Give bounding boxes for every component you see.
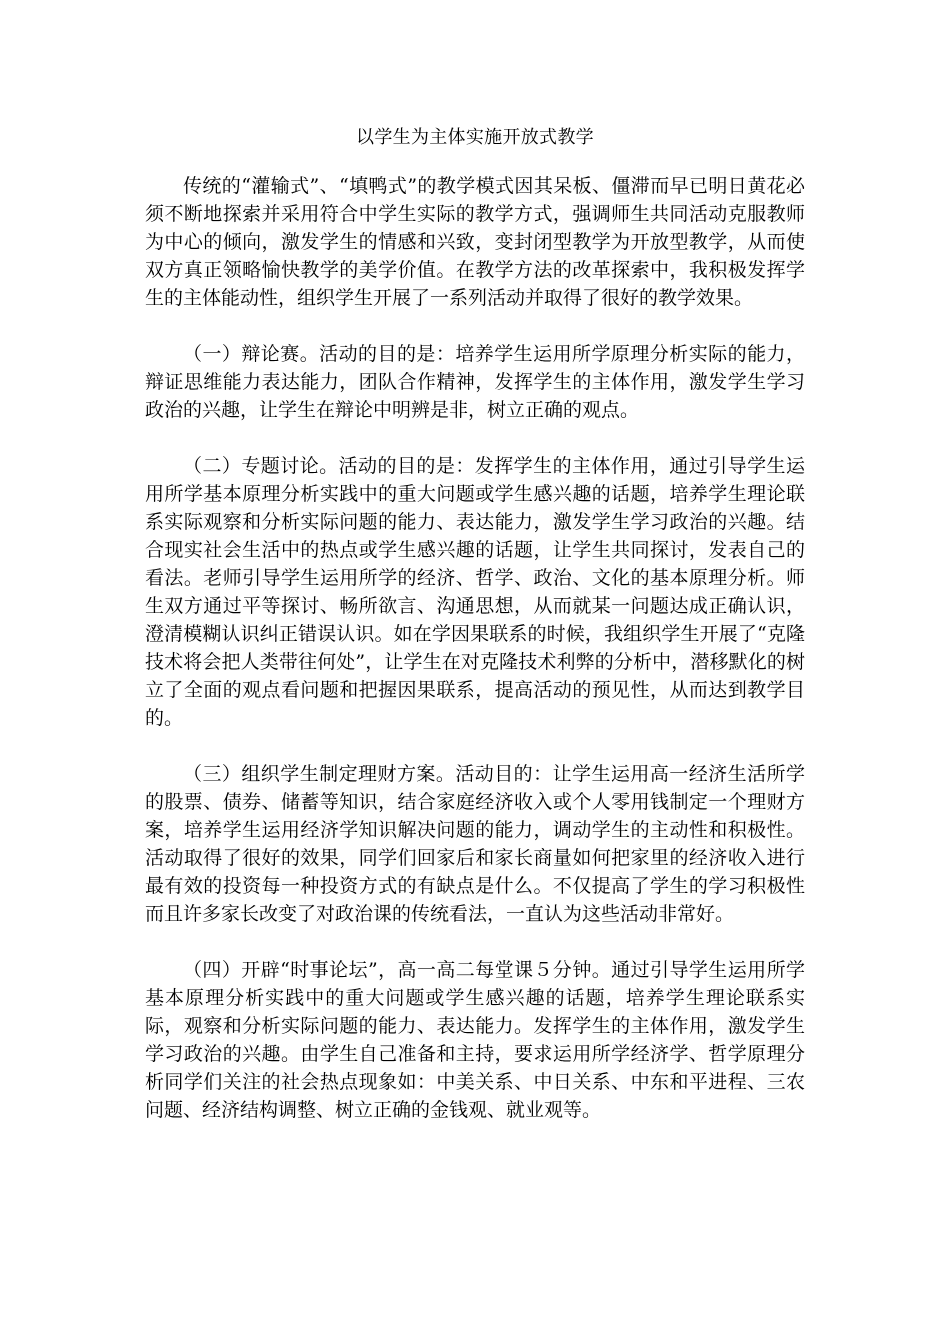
- finance-plan-paragraph: （三）组织学生制定理财方案。活动目的：让学生运用高一经济生活所学的股票、债券、储蓄等知识，结合家庭经济收入或个人零用钱制定一个理财方案，培养学生运用经济学知识解决问题的能力，调动学生的主动性和积极性。活动取得了很好的效果，同学们回家后和家长商量如何把家里的经济收入进行最有效的投资每一种投资方式的有缺点是什么。不仅提高了学生的学习积极性而且许多家长改变了对政治课的传统看法，一直认为这些活动非常好。: [145, 763, 805, 925]
- intro-paragraph: 传统的“灌输式”、“填鸭式”的教学模式因其呆板、僵滞而早已明日黄花必须不断地探索并采用符合中学生实际的教学方式，强调师生共同活动克服教师为中心的倾向，激发学生的情感和兴致，变封闭型教学为开放型教学，从而使双方真正领略愉快教学的美学价值。在教学方法的改革探索中，我积极发挥学生的主体能动性，组织学生开展了一系列活动并取得了很好的教学效果。: [145, 175, 805, 309]
- discussion-paragraph: （二）专题讨论。活动的目的是：发挥学生的主体作用，通过引导学生运用所学基本原理分析实践中的重大问题或学生感兴趣的话题，培养学生理论联系实际观察和分析实际问题的能力、表达能力，激发学生学习政治的兴趣。结合现实社会生活中的热点或学生感兴趣的话题，让学生共同探讨，发表自己的看法。老师引导学生运用所学的经济、哲学、政治、文化的基本原理分析。师生双方通过平等探讨、畅所欲言、沟通思想，从而就某一问题达成正确认识，澄清模糊认识纠正错误认识。如在学因果联系的时候，我组织学生开展了“克隆技术将会把人类带往何处”，让学生在对克隆技术利弊的分析中，潜移默化的树立了全面的观点看问题和把握因果联系，提高活动的预见性，从而达到教学目的。: [145, 455, 805, 729]
- current-affairs-paragraph: （四）开辟“时事论坛”，高一高二每堂课５分钟。通过引导学生运用所学基本原理分析实践中的重大问题或学生感兴趣的话题，培养学生理论联系实际，观察和分析实际问题的能力、表达能力。发挥学生的主体作用，激发学生学习政治的兴趣。由学生自己准备和主持，要求运用所学经济学、哲学原理分析同学们关注的社会热点现象如：中美关系、中日关系、中东和平进程、三农问题、经济结构调整、树立正确的金钱观、就业观等。: [145, 959, 805, 1121]
- document-title: 以学生为主体实施开放式教学: [356, 127, 594, 148]
- debate-paragraph: （一）辩论赛。活动的目的是：培养学生运用所学原理分析实际的能力，辩证思维能力表达能力，团队合作精神，发挥学生的主体作用，激发学生学习政治的兴趣，让学生在辩论中明辨是非，树立正确的观点。: [145, 343, 805, 421]
- document-body: [145, 172, 805, 1152]
